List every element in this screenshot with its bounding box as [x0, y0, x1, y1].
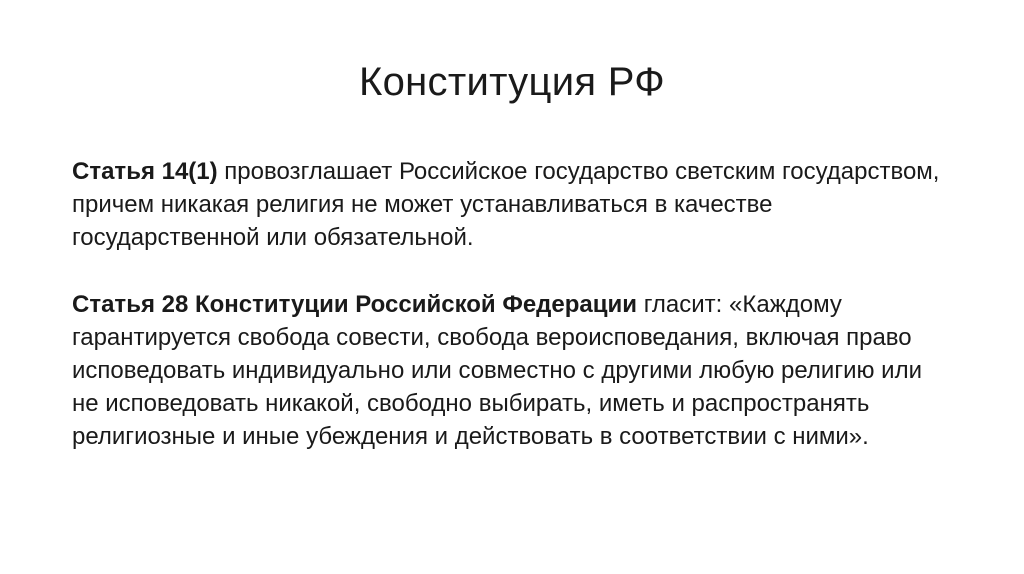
paragraph-article-14: [72, 155, 952, 254]
article-14-heading: Статья 14(1): [72, 158, 218, 185]
slide-title: Конституция РФ: [359, 60, 665, 104]
article-28-heading: Статья 28 Конституции Российской Федерации: [72, 291, 638, 318]
slide-body: [72, 155, 952, 487]
article-28-text: гласит: «Каждому гарантируется свобода совести, свобода вероисповедания, включая право исповедовать индивидуально или совместно с другими любую религию или не исповедовать никакой, свободно выбирать, иметь и распространять религиозные и иные убеждения и действовать в соответствии с ними».: [72, 291, 922, 450]
paragraph-article-28: [72, 288, 952, 453]
article-14-text: провозглашает Российское государство светским государством, причем никакая религия не может устанавливаться в качестве государственной или обязательной.: [72, 158, 940, 251]
